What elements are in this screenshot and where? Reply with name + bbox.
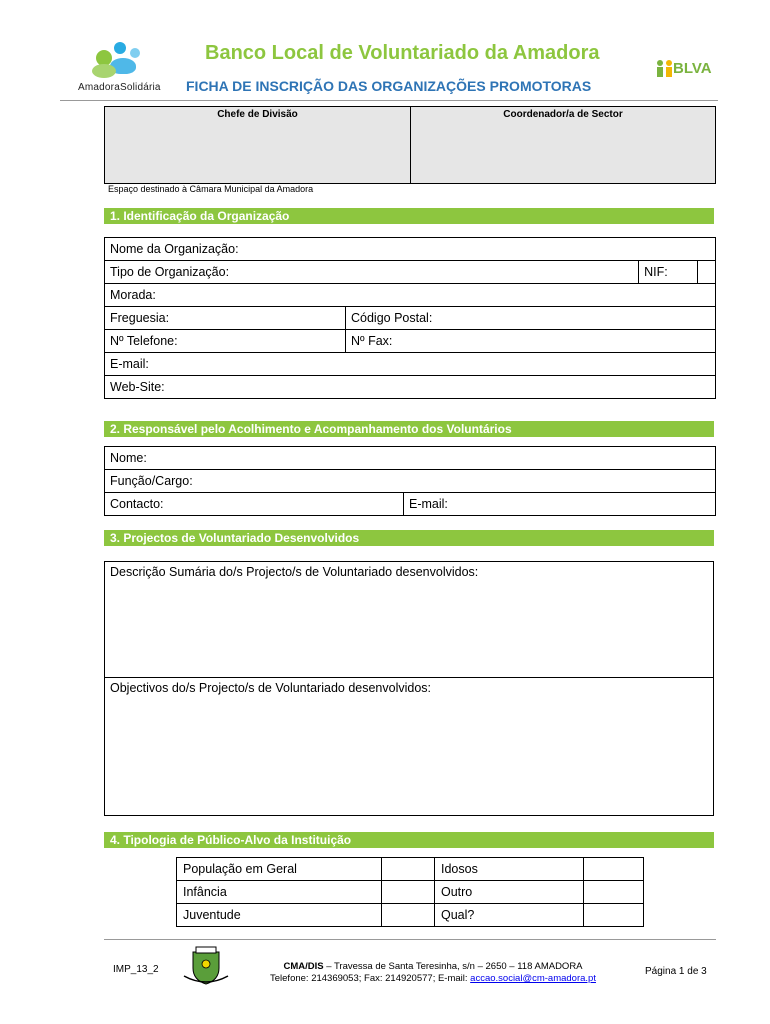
option-elderly: Idosos [435, 858, 584, 881]
checkbox-other[interactable] [584, 881, 644, 904]
blva-logo [655, 58, 725, 84]
municipal-space-note: Espaço destinado à Câmara Municipal da Amadora [108, 184, 314, 194]
address-field[interactable]: Morada: [105, 284, 716, 307]
page-title: Banco Local de Voluntariado da Amadora [205, 42, 600, 64]
footer-email-link[interactable]: accao.social@cm-amadora.pt [470, 973, 596, 984]
people-icon [655, 58, 675, 80]
nif-label: NIF: [639, 261, 698, 284]
postal-code-field[interactable]: Código Postal: [346, 307, 716, 330]
footer-address [248, 961, 618, 985]
footer-contacts: Telefone: 214369053; Fax: 214920577; E-mail: [270, 973, 471, 984]
project-objectives-field[interactable] [104, 677, 714, 816]
fax-field[interactable]: Nº Fax: [346, 330, 716, 353]
section-3-header: 3. Projectos de Voluntariado Desenvolvidos [104, 530, 714, 546]
org-name-field[interactable]: Nome da Organização: [105, 238, 716, 261]
org-type-field[interactable]: Tipo de Organização: [105, 261, 639, 284]
chefe-divisao-box [104, 106, 411, 184]
header-divider [60, 100, 718, 101]
blva-logo-text: BLVA [673, 60, 712, 77]
section-4-header: 4. Tipologia de Público-Alvo da Instituição [104, 832, 714, 848]
checkbox-youth[interactable] [382, 904, 435, 927]
option-youth: Juventude [177, 904, 382, 927]
option-general-population: População em Geral [177, 858, 382, 881]
coordenador-sector-label: Coordenador/a de Sector [503, 109, 623, 120]
responsible-role-field[interactable]: Função/Cargo: [105, 470, 716, 493]
project-description-field[interactable] [104, 561, 714, 678]
option-other: Outro [435, 881, 584, 904]
section-2-header: 2. Responsável pelo Acolhimento e Acompanhamento dos Voluntários [104, 421, 714, 437]
footer-address-line: – Travessa de Santa Teresinha, s/n – 2650 – 118 AMADORA [323, 961, 583, 972]
footer-org: CMA/DIS [283, 961, 324, 972]
responsible-contact-field[interactable]: Contacto: [105, 493, 404, 516]
option-which: Qual? [435, 904, 584, 927]
project-objectives-label: Objectivos do/s Projecto/s de Voluntariado desenvolvidos: [110, 681, 432, 695]
checkbox-childhood[interactable] [382, 881, 435, 904]
organization-id-table [104, 237, 716, 399]
which-field[interactable] [584, 904, 644, 927]
phone-field[interactable]: Nº Telefone: [105, 330, 346, 353]
checkbox-general-population[interactable] [382, 858, 435, 881]
page-subtitle: FICHA DE INSCRIÇÃO DAS ORGANIZAÇÕES PROMOTORAS [186, 78, 592, 94]
amadora-solidaria-logo-text: AmadoraSolidária [78, 82, 161, 93]
responsible-email-field[interactable]: E-mail: [404, 493, 716, 516]
parish-field[interactable]: Freguesia: [105, 307, 346, 330]
chefe-divisao-label: Chefe de Divisão [217, 109, 298, 120]
target-public-table [176, 857, 644, 927]
website-field[interactable]: Web-Site: [105, 376, 716, 399]
responsible-table [104, 446, 716, 516]
option-childhood: Infância [177, 881, 382, 904]
footer-divider [104, 939, 716, 940]
project-description-label: Descrição Sumária do/s Projecto/s de Voluntariado desenvolvidos: [110, 565, 479, 579]
section-1-header: 1. Identificação da Organização [104, 208, 714, 224]
responsible-name-field[interactable]: Nome: [105, 447, 716, 470]
form-code: IMP_13_2 [113, 964, 159, 975]
nif-field[interactable] [698, 261, 716, 284]
checkbox-elderly[interactable] [584, 858, 644, 881]
page-number: Página 1 de 3 [645, 966, 707, 977]
amadora-crest-icon [181, 946, 231, 986]
email-field[interactable]: E-mail: [105, 353, 716, 376]
coordenador-sector-box [410, 106, 716, 184]
